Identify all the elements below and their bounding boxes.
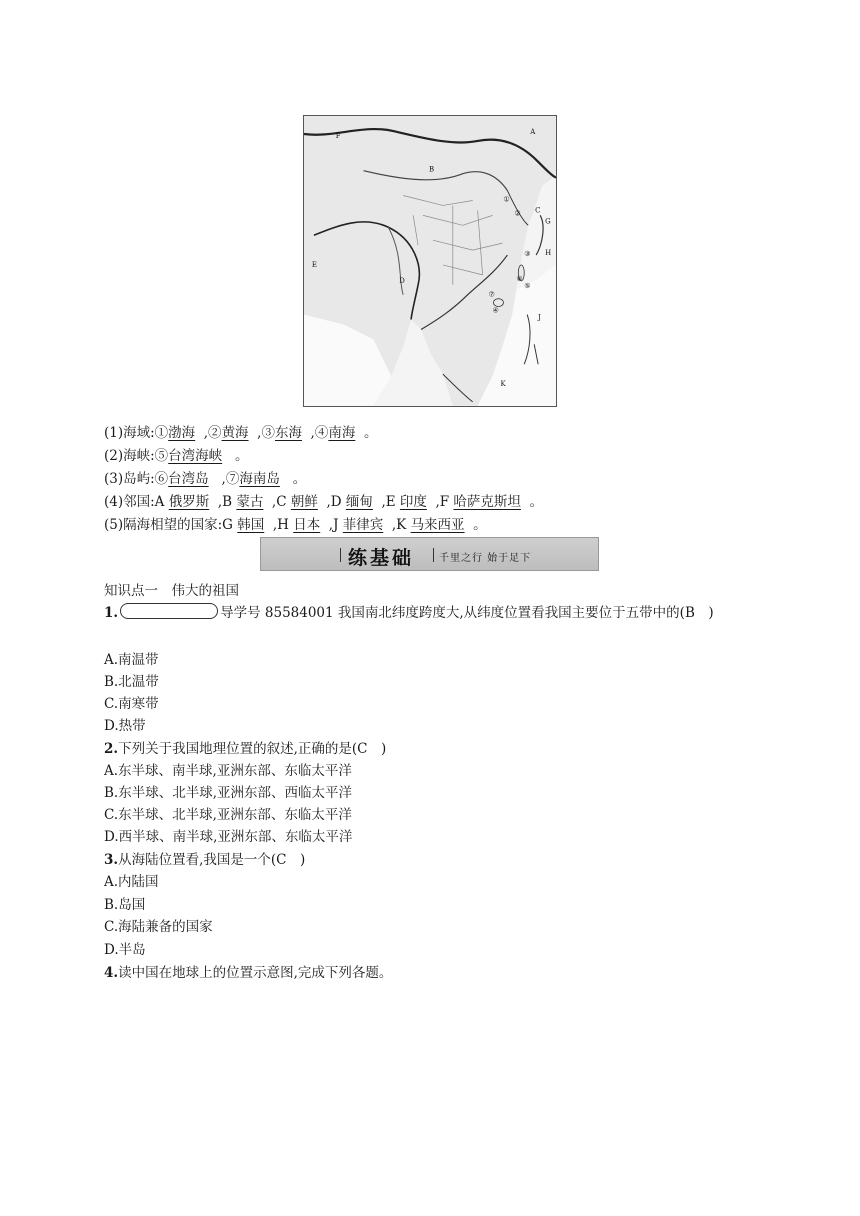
answer-donghai: 东海 xyxy=(274,425,302,441)
q2-option-a: A.东半球、南半球,亚洲东部、东临太平洋 xyxy=(104,763,352,779)
svg-text:F: F xyxy=(335,131,341,140)
fill-line-seas: (1)海域:①渤海 ,②黄海 ,③东海 ,④南海 。 xyxy=(104,425,378,441)
q3-option-b: B.岛国 xyxy=(104,897,146,913)
question-3 xyxy=(104,850,305,870)
svg-text:E: E xyxy=(311,260,318,269)
svg-text:⑦: ⑦ xyxy=(488,290,495,299)
q3-option-c: C.海陆兼备的国家 xyxy=(104,919,213,935)
fill-label: (2)海峡: xyxy=(104,448,155,464)
answer-nanhai: 南海 xyxy=(328,425,356,441)
fill-line-overseas: (5)隔海相望的国家:G 韩国 ,H 日本 ,J 菲律宾 ,K 马来西亚 。 xyxy=(104,517,487,533)
svg-text:G: G xyxy=(545,217,551,226)
fill-label: (1)海域: xyxy=(104,425,155,441)
svg-text:②: ② xyxy=(514,209,521,218)
svg-text:C: C xyxy=(535,206,541,215)
fill-line-strait: (2)海峡:⑤台湾海峡 。 xyxy=(104,448,249,464)
answer-taiwan-island: 台湾岛 xyxy=(168,471,209,487)
answer-philippines: 菲律宾 xyxy=(342,517,384,533)
question-number: 1. xyxy=(104,605,119,621)
fill-line-islands: (3)岛屿:⑥台湾岛 ,⑦海南岛 。 xyxy=(104,471,307,487)
q1-option-b: B.北温带 xyxy=(104,674,159,690)
q2-option-d: D.西半球、南半球,亚洲东部、东临太平洋 xyxy=(104,829,353,845)
q2-option-b: B.东半球、北半球,亚洲东部、西临太平洋 xyxy=(104,785,353,801)
svg-text:③: ③ xyxy=(524,250,531,259)
svg-text:K: K xyxy=(500,380,506,389)
svg-text:D: D xyxy=(399,276,405,285)
question-text: 导学号 85584001 我国南北纬度跨度大,从纬度位置看我国主要位于五带中的(B ) xyxy=(220,605,714,621)
question-number: 4. xyxy=(104,965,119,981)
banner-title: 练基础 xyxy=(348,547,415,569)
answer-japan: 日本 xyxy=(293,517,321,533)
answer-taiwan-strait: 台湾海峡 xyxy=(168,448,223,464)
question-number: 3. xyxy=(104,852,119,868)
answer-bohai: 渤海 xyxy=(168,425,196,441)
q2-option-c: C.东半球、北半球,亚洲东部、东临太平洋 xyxy=(104,807,352,823)
answer-russia: 俄罗斯 xyxy=(168,494,210,510)
q3-option-a: A.内陆国 xyxy=(104,874,159,890)
svg-text:⑥: ⑥ xyxy=(516,274,523,283)
svg-text:H: H xyxy=(545,249,552,258)
section-banner xyxy=(260,537,599,571)
question-text: 从海陆位置看,我国是一个(C ) xyxy=(118,852,306,868)
q3-option-d: D.半岛 xyxy=(104,942,146,958)
question-badge xyxy=(120,603,218,619)
section-heading: 知识点一 伟大的祖国 xyxy=(104,583,239,599)
q1-option-c: C.南寒带 xyxy=(104,696,159,712)
answer-myanmar: 缅甸 xyxy=(345,494,373,510)
answer-south-korea: 韩国 xyxy=(237,517,265,533)
question-4 xyxy=(104,963,392,983)
svg-text:B: B xyxy=(429,165,435,174)
question-number: 2. xyxy=(104,741,119,757)
question-text: 读中国在地球上的位置示意图,完成下列各题。 xyxy=(118,965,393,981)
fill-label: (5)隔海相望的国家: xyxy=(104,517,223,533)
banner-divider xyxy=(340,548,341,562)
answer-malaysia: 马来西亚 xyxy=(410,517,465,533)
answer-north-korea: 朝鲜 xyxy=(290,494,318,510)
question-text: 下列关于我国地理位置的叙述,正确的是(C ) xyxy=(118,741,387,757)
banner-subtitle: 千里之行 始于足下 xyxy=(439,553,532,564)
answer-kazakhstan: 哈萨克斯坦 xyxy=(453,494,521,510)
fill-label: (4)邻国: xyxy=(104,494,155,510)
fill-label: (3)岛屿: xyxy=(104,471,155,487)
banner-divider xyxy=(433,548,434,562)
svg-text:①: ① xyxy=(503,195,510,204)
question-2 xyxy=(104,739,386,759)
answer-huanghai: 黄海 xyxy=(221,425,249,441)
answer-hainan-island: 海南岛 xyxy=(239,471,280,487)
fill-line-neighbors: (4)邻国:A 俄罗斯 ,B 蒙古 ,C 朝鲜 ,D 缅甸 ,E 印度 ,F 哈萨克斯坦 。 xyxy=(104,494,544,510)
q1-option-d: D.热带 xyxy=(104,718,146,734)
svg-text:J: J xyxy=(538,313,541,322)
q1-option-a: A.南温带 xyxy=(104,652,159,668)
answer-india: 印度 xyxy=(399,494,427,510)
answer-mongolia: 蒙古 xyxy=(236,494,264,510)
question-1 xyxy=(104,603,714,623)
map-graphic xyxy=(304,116,556,406)
svg-text:⑤: ⑤ xyxy=(524,281,531,290)
svg-text:④: ④ xyxy=(492,306,499,315)
svg-text:A: A xyxy=(530,128,536,137)
china-neighbors-map xyxy=(303,115,557,407)
